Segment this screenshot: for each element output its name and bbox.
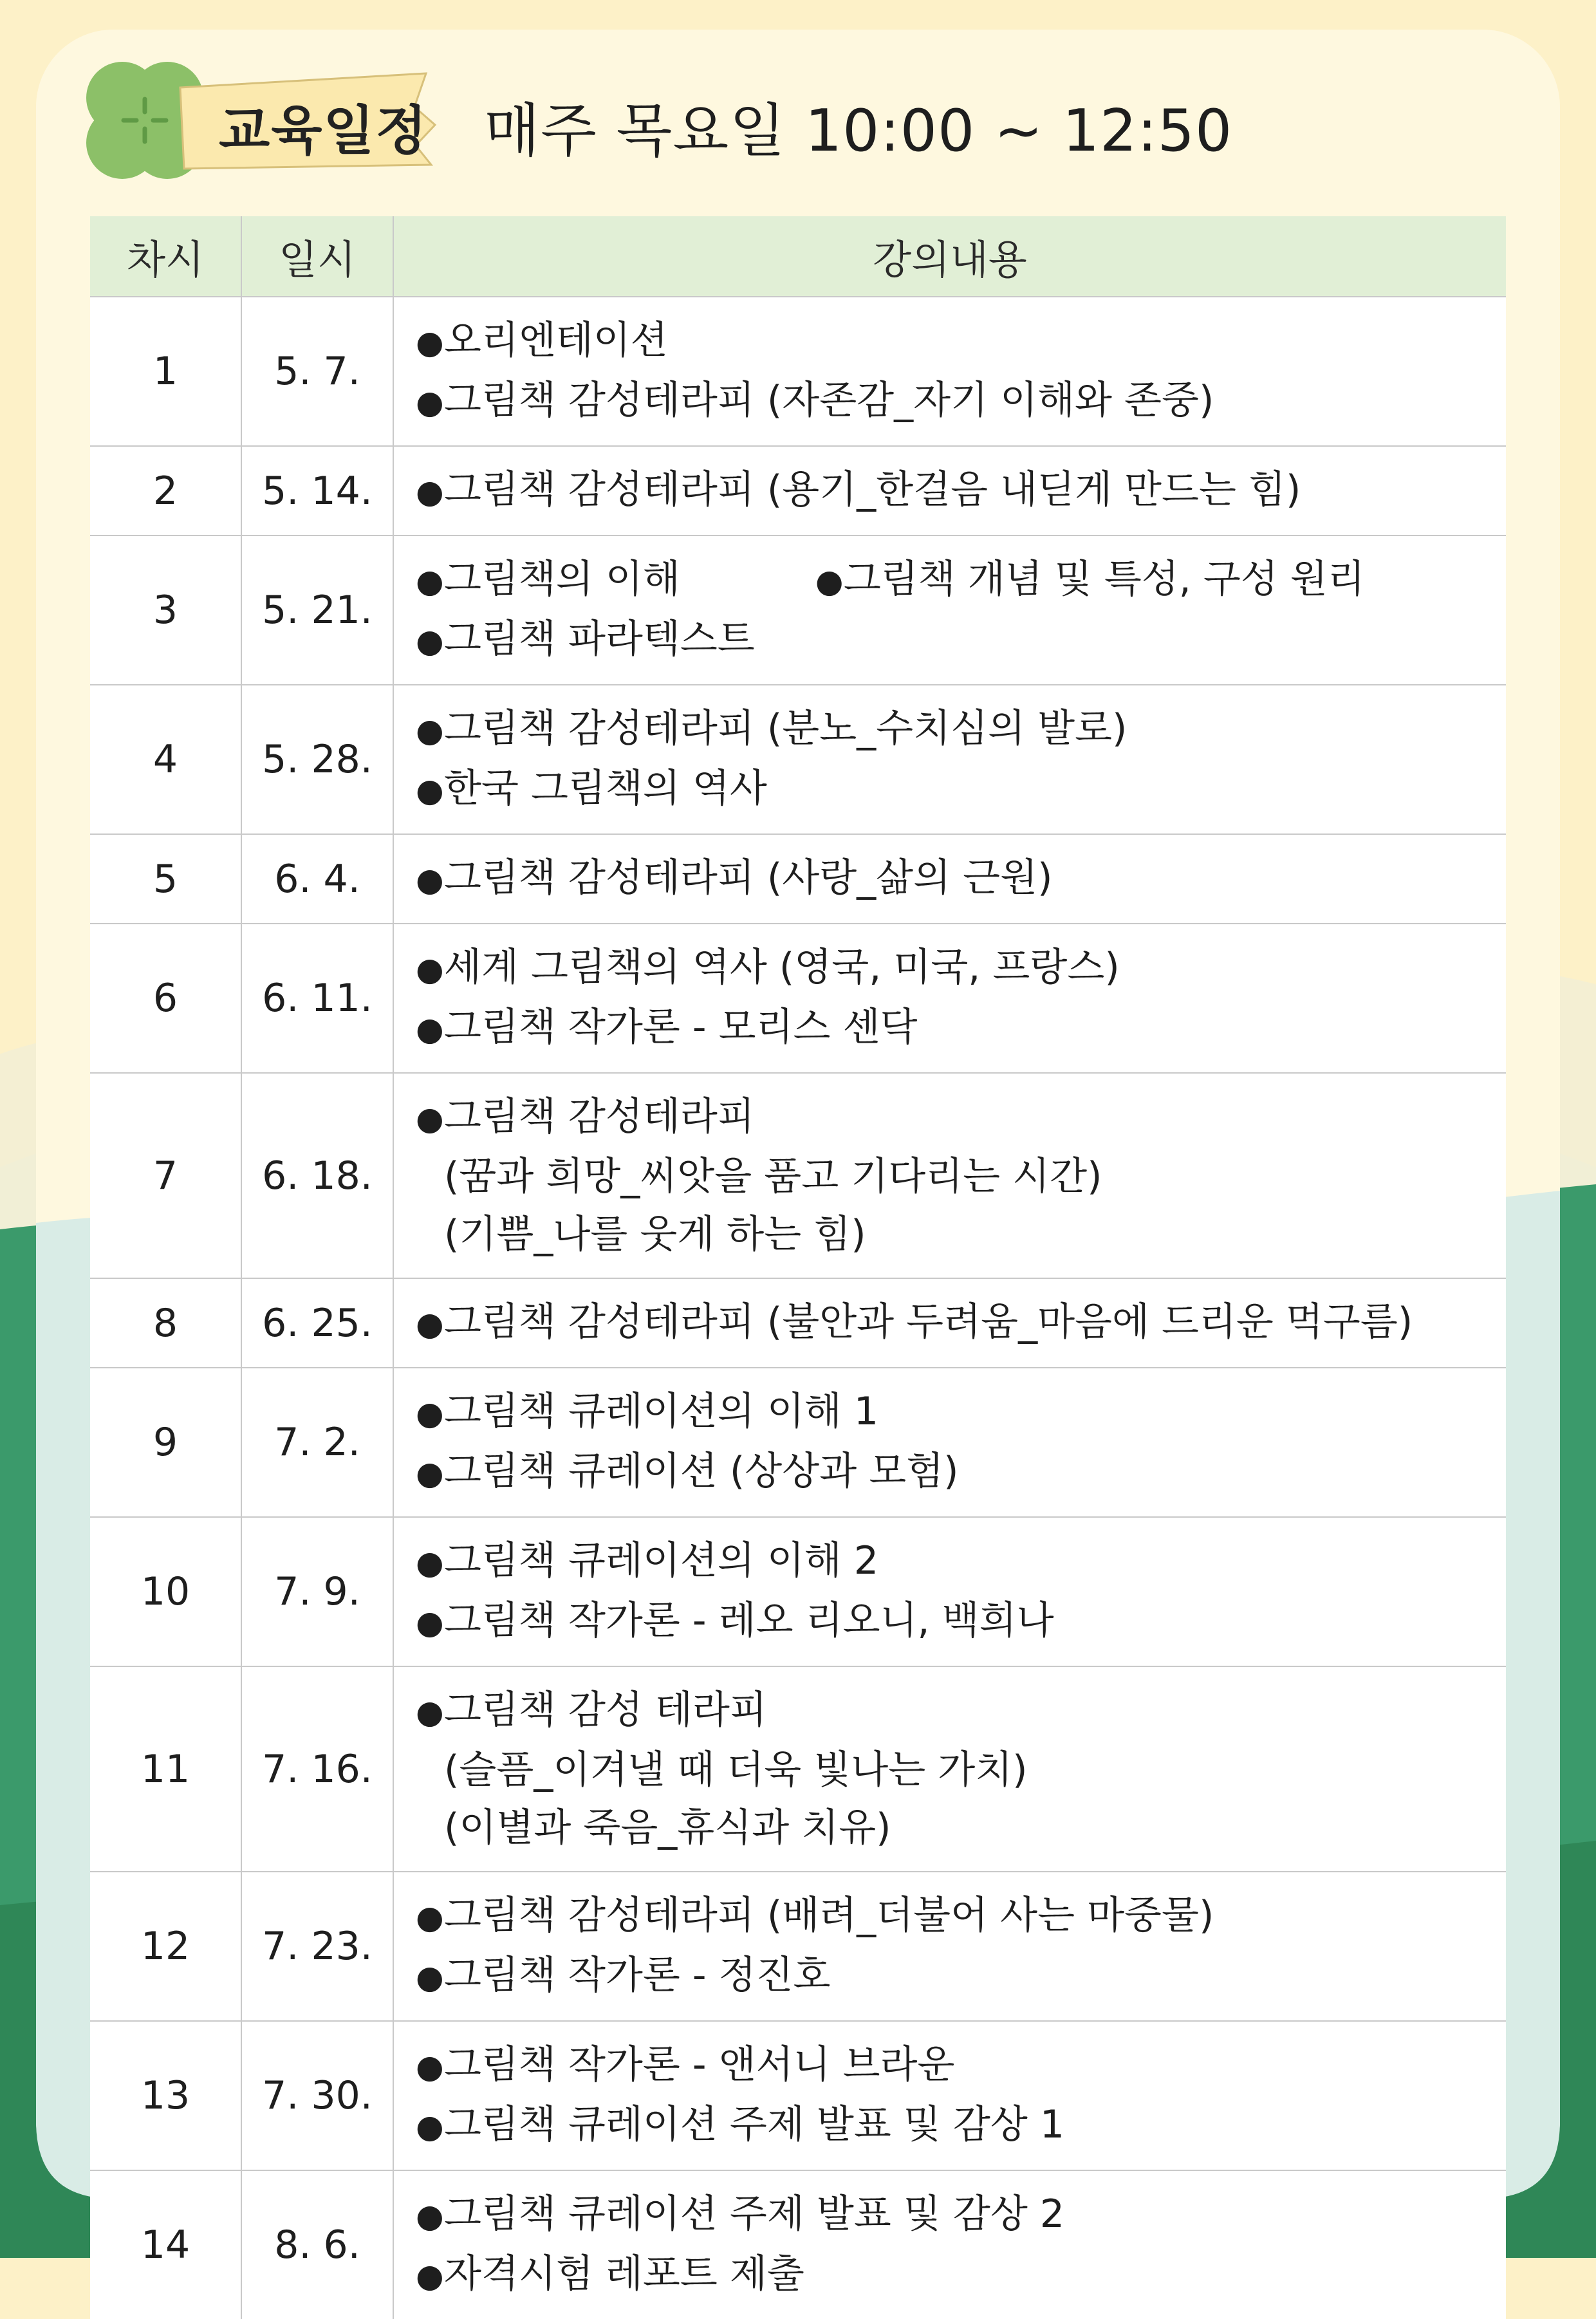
session-content [393,685,1506,834]
bullet-icon: ● [416,1455,444,1492]
bullet-icon: ● [416,1100,444,1137]
content-line [416,938,1506,998]
content-text: 그림책 감성테라피 (분노_수치심의 발로) [444,706,1127,751]
content-text: 그림책 감성 테라피 [444,1688,767,1733]
schedule-table [90,216,1506,2319]
session-content [393,536,1506,685]
content-text: 그림책 감성테라피 [444,1094,755,1139]
table-row [90,1517,1506,1666]
content-text: (슬픔_이겨낼 때 더욱 빛나는 가치) [444,1747,1028,1793]
content-line [416,1681,1506,1741]
content-text: 그림책 파라텍스트 [444,617,755,662]
table-row [90,536,1506,685]
content-text: 세계 그림책의 역사 (영국, 미국, 프랑스) [444,945,1120,990]
table-row [90,297,1506,446]
content-line [416,1799,1506,1857]
bullet-icon: ● [416,2048,444,2085]
content-line [416,1206,1506,1263]
content-line [416,1592,1506,1652]
header-date: 일시 [241,216,393,297]
content-text: 그림책 큐레이션 (상상과 모험) [444,1449,959,1494]
content-text: (기쁨_나를 웃게 하는 힘) [444,1212,866,1257]
header-session: 차시 [90,216,241,297]
bullet-icon: ● [416,772,444,809]
content-text: 그림책 큐레이션 주제 발표 및 감상 1 [444,2102,1065,2147]
session-number: 5 [90,834,241,924]
content-text: 그림책의 이해 [444,557,680,602]
session-number: 1 [90,297,241,446]
content-text: 그림책 감성테라피 (불안과 두려움_마음에 드리운 먹구름) [444,1299,1413,1345]
session-content [393,924,1506,1073]
content-text: 그림책 작가론 - 모리스 센닥 [444,1005,918,1050]
section-title: 교육일정 [219,100,428,162]
bullet-icon: ● [416,1899,444,1936]
table-body [90,297,1506,2319]
content-text: (꿈과 희망_씨앗을 품고 기다리는 시간) [444,1154,1102,1199]
session-date: 6. 25. [241,1278,393,1368]
bullet-icon: ● [416,1395,444,1432]
session-date: 6. 4. [241,834,393,924]
session-content [393,446,1506,536]
content-line [416,1532,1506,1592]
content-text: 오리엔테이션 [444,318,668,363]
content-line [416,1442,1506,1502]
bullet-icon: ● [416,2197,444,2235]
content-text: 자격시험 레포트 제출 [444,2251,804,2296]
session-date: 7. 2. [241,1368,393,1517]
content-line [416,2185,1506,2245]
content-line [416,1148,1506,1206]
content-text: 그림책 큐레이션의 이해 2 [444,1538,878,1583]
table-row [90,1073,1506,1278]
content-text: 그림책 감성테라피 (자존감_자기 이해와 존중) [444,378,1214,423]
session-date: 5. 28. [241,685,393,834]
session-content [393,2021,1506,2170]
bullet-icon: ● [815,563,844,600]
content-line [416,461,1506,521]
session-content [393,2170,1506,2319]
content-text: (이별과 죽음_휴식과 치유) [444,1805,891,1850]
session-date: 8. 6. [241,2170,393,2319]
session-date: 7. 30. [241,2021,393,2170]
content-text: 그림책 큐레이션의 이해 1 [444,1389,878,1434]
bullet-icon: ● [416,1305,444,1343]
content-line [416,2096,1506,2156]
session-date: 6. 11. [241,924,393,1073]
table-row [90,446,1506,536]
table-row [90,1278,1506,1368]
bullet-icon: ● [416,1604,444,1641]
session-content [393,1368,1506,1517]
session-content [393,1872,1506,2021]
session-content [393,834,1506,924]
bullet-icon: ● [416,473,444,510]
bullet-icon: ● [416,324,444,361]
content-line [416,998,1506,1058]
bullet-icon: ● [416,1010,444,1048]
header-content: 강의내용 [393,216,1506,297]
content-text: 그림책 감성테라피 (용기_한걸음 내딛게 만드는 힘) [444,467,1301,512]
session-date: 5. 7. [241,297,393,446]
session-number: 6 [90,924,241,1073]
content-text: 그림책 작가론 - 앤서니 브라운 [444,2042,955,2087]
session-number: 8 [90,1278,241,1368]
session-number: 2 [90,446,241,536]
content-line [416,1383,1506,1442]
bullet-icon: ● [416,1959,444,1996]
content-line [416,610,1506,670]
session-content [393,1073,1506,1278]
content-text: 그림책 작가론 - 정진호 [444,1953,831,1998]
session-number: 13 [90,2021,241,2170]
content-line [416,2036,1506,2096]
content-line [416,700,1506,759]
session-number: 7 [90,1073,241,1278]
session-date: 5. 21. [241,536,393,685]
table-row [90,685,1506,834]
session-content [393,297,1506,446]
table-row [90,924,1506,1073]
session-number: 4 [90,685,241,834]
session-date: 5. 14. [241,446,393,536]
session-number: 11 [90,1666,241,1872]
table-row [90,2021,1506,2170]
table-row [90,1368,1506,1517]
bullet-icon: ● [416,951,444,988]
table-header-row [90,216,1506,297]
session-content [393,1278,1506,1368]
bullet-icon: ● [416,563,444,600]
bullet-icon: ● [416,1693,444,1731]
content-extra [815,557,1365,602]
session-number: 9 [90,1368,241,1517]
content-line [416,2245,1506,2305]
content-line [416,759,1506,819]
content-line [416,1293,1506,1353]
bullet-icon: ● [416,2257,444,2295]
content-line [416,550,1506,610]
table-row [90,1666,1506,1872]
content-extra-text: 그림책 개념 및 특성, 구성 원리 [843,557,1365,602]
schedule-time: 매주 목요일 10:00 ~ 12:50 [484,97,1233,165]
session-date: 7. 16. [241,1666,393,1872]
content-text: 그림책 감성테라피 (배려_더불어 사는 마중물) [444,1893,1214,1938]
content-line [416,1946,1506,2006]
session-date: 7. 23. [241,1872,393,2021]
content-line [416,1741,1506,1799]
session-number: 12 [90,1872,241,2021]
table-row [90,1872,1506,2021]
content-text: 그림책 감성테라피 (사랑_삶의 근원) [444,855,1053,900]
bullet-icon: ● [416,622,444,660]
content-line [416,1088,1506,1148]
session-number: 3 [90,536,241,685]
content-line [416,312,1506,371]
table-row [90,834,1506,924]
bullet-icon: ● [416,861,444,899]
session-date: 7. 9. [241,1517,393,1666]
content-text: 한국 그림책의 역사 [444,766,767,811]
table-row [90,2170,1506,2319]
content-line [416,849,1506,909]
session-number: 10 [90,1517,241,1666]
session-date: 6. 18. [241,1073,393,1278]
session-content [393,1666,1506,1872]
header [0,0,1596,206]
bullet-icon: ● [416,384,444,421]
content-text: 그림책 큐레이션 주제 발표 및 감상 2 [444,2192,1065,2237]
content-text: 그림책 작가론 - 레오 리오니, 백희나 [444,1598,1054,1643]
content-line [416,1886,1506,1946]
content-line [416,371,1506,431]
session-content [393,1517,1506,1666]
bullet-icon: ● [416,1544,444,1581]
bullet-icon: ● [416,2108,444,2145]
session-number: 14 [90,2170,241,2319]
bullet-icon: ● [416,712,444,749]
